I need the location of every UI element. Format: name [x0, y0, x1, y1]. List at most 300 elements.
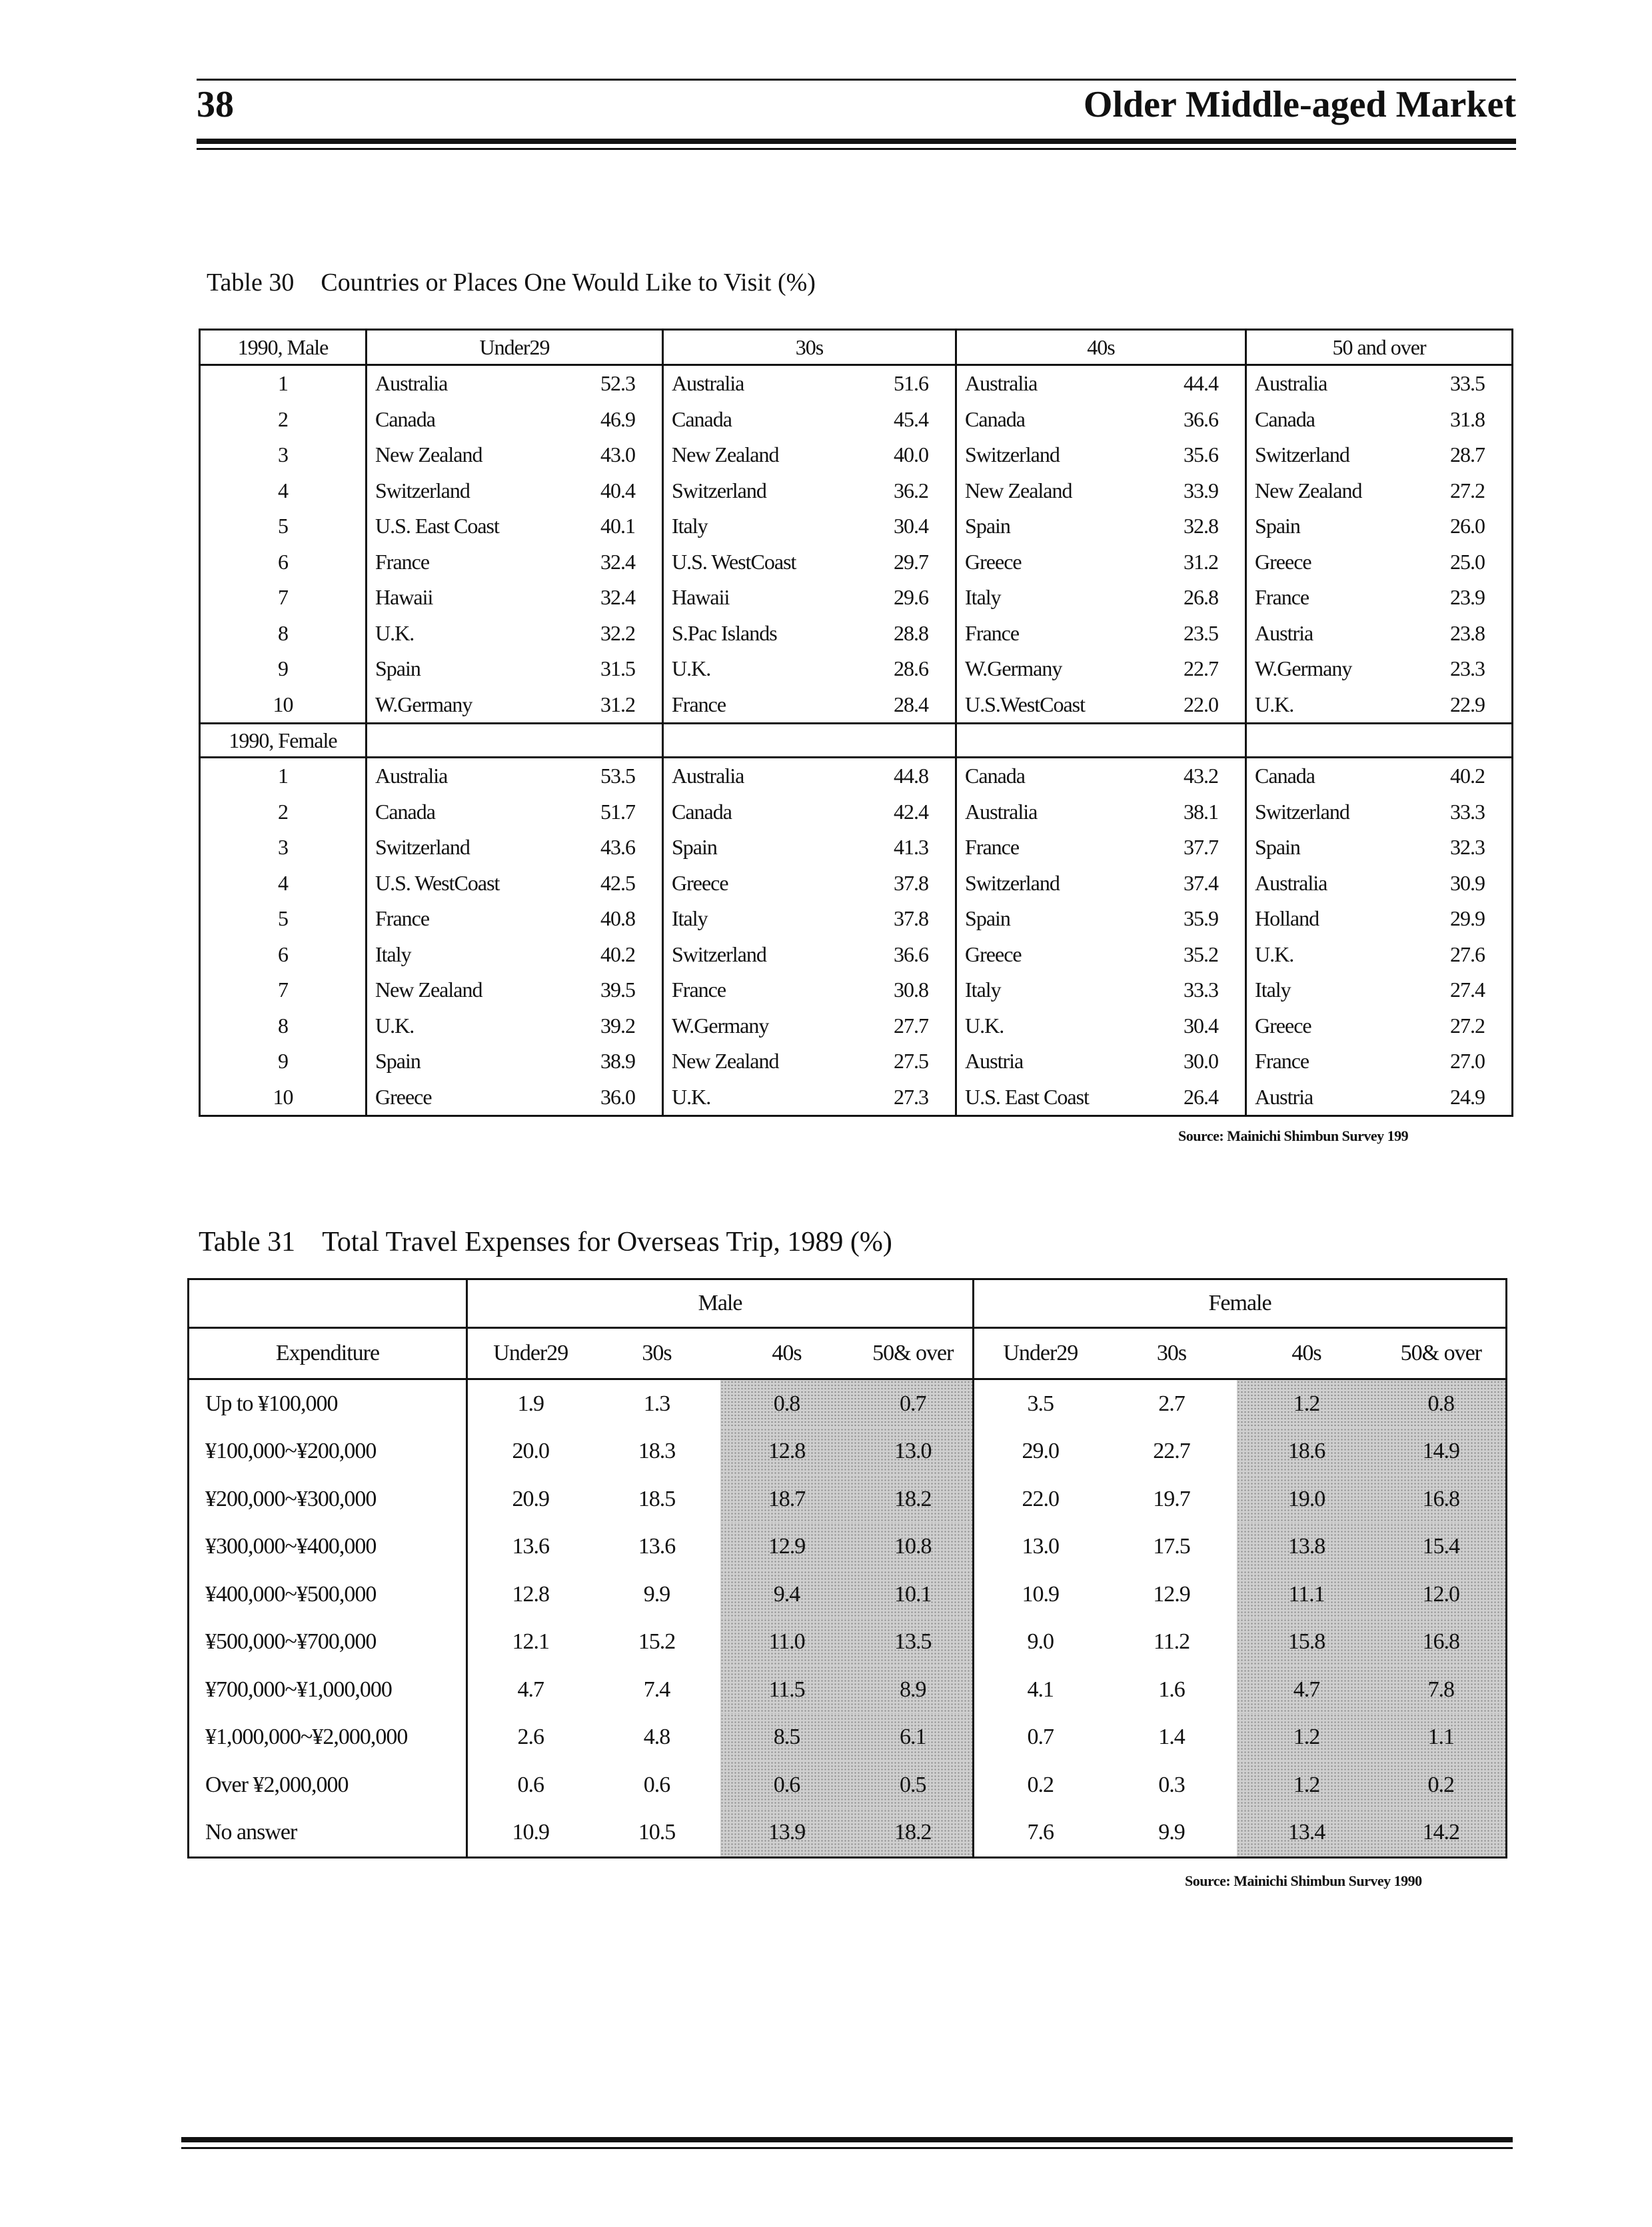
table31-row: [189, 1428, 1507, 1476]
table31-value: 18.6: [1237, 1428, 1377, 1476]
table30-value: 28.8: [850, 616, 956, 652]
table30-value: 40.4: [553, 473, 663, 509]
table30-female-section: [200, 758, 1513, 1116]
table31-value: 0.6: [517, 1772, 544, 1797]
table31-value: 7.8: [1377, 1666, 1507, 1714]
table31-value: 9.9: [1158, 1820, 1185, 1845]
table31-value: 0.3: [1158, 1772, 1185, 1797]
table30-rank: 10: [200, 687, 367, 724]
table30-label: Table 30: [207, 269, 295, 297]
table30-source: Source: Mainichi Shimbun Survey 199: [1178, 1127, 1409, 1144]
table31-column-header: 50& over: [1377, 1328, 1507, 1379]
table30-country: New Zealand: [375, 978, 482, 1002]
table30-row: [200, 473, 1513, 509]
table31-row: [189, 1379, 1507, 1428]
table31-value: 11.2: [1153, 1629, 1190, 1655]
table30-country: Greece: [375, 1084, 432, 1109]
table30-value: 42.5: [553, 866, 663, 902]
table31-row-header: Expenditure: [189, 1328, 467, 1379]
table30-country: Spain: [375, 656, 420, 681]
table31-value: 0.2: [1027, 1772, 1054, 1797]
table31-row-label: ¥100,000~¥200,000: [189, 1428, 467, 1476]
table30-value: 39.5: [553, 972, 663, 1008]
table30-country: U.S.WestCoast: [965, 692, 1085, 716]
table30-value: 40.8: [553, 901, 663, 937]
table30-rank: 1: [200, 365, 367, 402]
table30-country: W.Germany: [965, 656, 1062, 681]
table30-value: 32.4: [553, 544, 663, 580]
table30-country: Austria: [965, 1049, 1024, 1074]
table31-value: 18.3: [638, 1439, 676, 1464]
table31-value: 0.7: [854, 1379, 974, 1428]
table30-country: Switzerland: [965, 870, 1060, 895]
table31-value: 13.5: [854, 1619, 974, 1667]
table31-value: 1.2: [1237, 1379, 1377, 1428]
table30-value: 52.3: [553, 365, 663, 402]
table30-value: 27.5: [850, 1044, 956, 1080]
table30-country: France: [1255, 1049, 1309, 1074]
table30-country: Hawaii: [672, 585, 730, 610]
table31-value: 10.1: [854, 1571, 974, 1619]
table30-value: 26.8: [1143, 580, 1246, 616]
table30-country: U.S. East Coast: [965, 1084, 1089, 1109]
table31-value: 11.0: [720, 1619, 854, 1667]
table31-value: 6.1: [854, 1714, 974, 1762]
table31-value: 2.7: [1158, 1391, 1185, 1416]
table30-country: Greece: [965, 549, 1022, 574]
table30-country: Switzerland: [672, 942, 766, 966]
table30-row: [200, 901, 1513, 937]
table30-value: 30.9: [1450, 870, 1485, 895]
table30-row: [200, 794, 1513, 830]
table30-value: 42.4: [850, 794, 956, 830]
table31-value: 0.6: [643, 1772, 670, 1797]
table30-value: 33.3: [1450, 799, 1485, 824]
table31-row-label: Up to ¥100,000: [189, 1379, 467, 1428]
table30-country: Switzerland: [965, 442, 1060, 467]
table30-rank: 8: [200, 1008, 367, 1044]
table31-value: 20.9: [512, 1486, 549, 1511]
top-rule-thin: [197, 79, 1516, 81]
table31-value: 22.0: [1022, 1486, 1060, 1511]
table31-row-label: ¥1,000,000~¥2,000,000: [189, 1714, 467, 1762]
table31-row: [189, 1761, 1507, 1809]
table30-row: [200, 866, 1513, 902]
table31-value: 19.0: [1237, 1475, 1377, 1523]
table31-value: 7.6: [1027, 1820, 1054, 1845]
table30-country: Italy: [965, 585, 1001, 610]
table30-country: Holland: [1255, 906, 1319, 931]
table31-row: [189, 1475, 1507, 1523]
table30-value: 30.0: [1143, 1044, 1246, 1080]
table31-value: 0.5: [854, 1761, 974, 1809]
table30-country: Greece: [1255, 549, 1311, 574]
table30-blank-cell: [956, 724, 1246, 758]
table31-row-label: Over ¥2,000,000: [189, 1761, 467, 1809]
table30-value: 22.9: [1450, 692, 1485, 716]
table31-group-header: Female: [974, 1279, 1507, 1328]
table30-value: 43.2: [1143, 758, 1246, 794]
table31-row: [189, 1666, 1507, 1714]
table31-value: 14.2: [1377, 1809, 1507, 1858]
table31-value: 15.4: [1377, 1523, 1507, 1571]
table30-rank: 7: [200, 580, 367, 616]
table30-section-row: [200, 724, 1513, 758]
header-rule-thin: [197, 148, 1516, 150]
table31-value: 13.4: [1237, 1809, 1377, 1858]
table30-country: Italy: [672, 906, 708, 931]
table30-value: 31.5: [553, 651, 663, 687]
table31-value: 12.9: [1153, 1581, 1190, 1607]
table31-group-header: Male: [467, 1279, 974, 1328]
table30-value: 36.0: [553, 1080, 663, 1116]
table31-column-header: Under29: [974, 1328, 1107, 1379]
table30-country: U.K.: [1255, 692, 1294, 716]
table30-row: [200, 616, 1513, 652]
table30-rank: 4: [200, 866, 367, 902]
table30-country: France: [672, 692, 726, 716]
table30-value: 28.7: [1450, 442, 1485, 467]
table31-value: 15.2: [638, 1629, 676, 1655]
table31-value: 13.6: [512, 1534, 549, 1559]
table30-row: [200, 937, 1513, 973]
table31-value: 8.5: [720, 1714, 854, 1762]
table31-value: 0.8: [1377, 1379, 1507, 1428]
table30-value: 30.4: [850, 508, 956, 544]
table30-row: [200, 544, 1513, 580]
table30-value: 35.9: [1143, 901, 1246, 937]
table30-value: 53.5: [553, 758, 663, 794]
table30-country: Greece: [965, 942, 1022, 966]
table30-row: [200, 758, 1513, 794]
table31-row-label: ¥400,000~¥500,000: [189, 1571, 467, 1619]
table30-country: New Zealand: [672, 442, 779, 467]
table30-rank: 5: [200, 901, 367, 937]
table30-rank: 3: [200, 830, 367, 866]
table31-value: 9.0: [1027, 1629, 1054, 1655]
table30-value: 36.6: [1143, 402, 1246, 438]
table31-value: 13.9: [720, 1809, 854, 1858]
table30-value: 51.7: [553, 794, 663, 830]
table30-value: 44.4: [1143, 365, 1246, 402]
table31-value: 8.9: [854, 1666, 974, 1714]
table30-country: Australia: [375, 371, 448, 396]
table30-country: Canada: [1255, 406, 1315, 431]
table30-country: France: [375, 906, 430, 931]
table31-value: 16.8: [1377, 1619, 1507, 1667]
table30-blank-cell: [663, 724, 956, 758]
table30-section-label: 1990, Female: [200, 724, 367, 758]
table30-value: 36.6: [850, 937, 956, 973]
table30-row: [200, 437, 1513, 473]
table31-column-header: 30s: [594, 1328, 720, 1379]
table30-value: 30.4: [1143, 1008, 1246, 1044]
table31-row: [189, 1619, 1507, 1667]
table30-value: 27.3: [850, 1080, 956, 1116]
table30-group-header: Under29: [367, 330, 663, 365]
table31-row: [189, 1571, 1507, 1619]
table30-value: 35.2: [1143, 937, 1246, 973]
table30-country: U.K.: [672, 1084, 711, 1109]
table30-country: Greece: [1255, 1013, 1311, 1038]
table30-rank: 3: [200, 437, 367, 473]
table30-rank: 8: [200, 616, 367, 652]
table30-country: Australia: [672, 371, 744, 396]
page-header: [197, 83, 1516, 137]
table31-row: [189, 1714, 1507, 1762]
table31-value: 29.0: [1022, 1439, 1060, 1464]
table30-value: 44.8: [850, 758, 956, 794]
footer-rule-thick: [181, 2137, 1513, 2142]
table31-row-label: ¥200,000~¥300,000: [189, 1475, 467, 1523]
table31-column-header: 40s: [1237, 1328, 1377, 1379]
table30-country: Switzerland: [672, 478, 766, 502]
table30-country: U.K.: [1255, 942, 1294, 966]
table30-country: Canada: [1255, 764, 1315, 788]
table30-country: Australia: [965, 371, 1038, 396]
table30-country: France: [1255, 585, 1309, 610]
table30-country: Switzerland: [1255, 442, 1349, 467]
table31-value: 0.6: [720, 1761, 854, 1809]
table31-value: 11.5: [720, 1666, 854, 1714]
table30-value: 46.9: [553, 402, 663, 438]
table30-value: 32.8: [1143, 508, 1246, 544]
table30-country: New Zealand: [1255, 478, 1362, 502]
table30-country: U.K.: [375, 1013, 414, 1038]
table31-value: 1.6: [1158, 1677, 1185, 1702]
table31-group-header-row: [189, 1279, 1507, 1328]
table30-country: Canada: [965, 764, 1025, 788]
table30-value: 37.8: [850, 866, 956, 902]
table30-country: Spain: [1255, 514, 1300, 538]
table30-country: Spain: [965, 514, 1010, 538]
table30-value: 37.4: [1143, 866, 1246, 902]
table30-country: U.K.: [965, 1013, 1004, 1038]
table31-value: 16.8: [1377, 1475, 1507, 1523]
table30-country: Switzerland: [1255, 799, 1349, 824]
table31-body: [189, 1379, 1507, 1858]
table30-country: Italy: [1255, 978, 1291, 1002]
table30-country: Italy: [375, 942, 411, 966]
table31: [187, 1278, 1507, 1858]
table30-country: Canada: [375, 799, 435, 824]
table30-row: [200, 402, 1513, 438]
table30-row: [200, 830, 1513, 866]
table31-row-label: ¥700,000~¥1,000,000: [189, 1666, 467, 1714]
table30-value: 29.9: [1450, 906, 1485, 931]
table31-value: 9.9: [643, 1581, 670, 1607]
table31-value: 1.1: [1377, 1714, 1507, 1762]
table30-value: 30.8: [850, 972, 956, 1008]
table30-row: [200, 1044, 1513, 1080]
table31-value: 11.1: [1237, 1571, 1377, 1619]
table30-value: 32.4: [553, 580, 663, 616]
table30-country: U.S. WestCoast: [672, 549, 796, 574]
table31-column-header: 50& over: [854, 1328, 974, 1379]
table30-value: 40.0: [850, 437, 956, 473]
table30-value: 32.3: [1450, 835, 1485, 860]
table30-value: 36.2: [850, 473, 956, 509]
table31-value: 12.1: [512, 1629, 549, 1655]
table31-value: 18.2: [854, 1809, 974, 1858]
table30-row: [200, 365, 1513, 402]
table30-group-header: 50 and over: [1246, 330, 1513, 365]
table30-country: Australia: [1255, 870, 1327, 895]
table30-value: 51.6: [850, 365, 956, 402]
table30-country: W.Germany: [672, 1013, 769, 1038]
table30-value: 37.7: [1143, 830, 1246, 866]
table31-value: 4.7: [517, 1677, 544, 1702]
table30-value: 26.0: [1450, 514, 1485, 538]
table30-country: U.K.: [672, 656, 711, 681]
table30-country: W.Germany: [1255, 656, 1352, 681]
table31-value: 12.0: [1377, 1571, 1507, 1619]
table30-country: Canada: [672, 406, 732, 431]
header-rule-thick: [197, 139, 1516, 144]
table31-column-header: Under29: [467, 1328, 594, 1379]
table30-country: Canada: [965, 406, 1025, 431]
table30-rank: 1: [200, 758, 367, 794]
table31-value: 1.2: [1237, 1714, 1377, 1762]
table30-value: 38.1: [1143, 794, 1246, 830]
table30-value: 31.8: [1450, 406, 1485, 431]
table31-value: 4.7: [1237, 1666, 1377, 1714]
table31-value: 14.9: [1377, 1428, 1507, 1476]
table30-country: Spain: [1255, 835, 1300, 860]
table30-section-label: 1990, Male: [200, 330, 367, 365]
table30-country: Spain: [672, 835, 717, 860]
table30-country: France: [375, 549, 430, 574]
table30-value: 43.6: [553, 830, 663, 866]
table30-value: 23.3: [1450, 656, 1485, 681]
table31-value: 18.7: [720, 1475, 854, 1523]
table30-value: 35.6: [1143, 437, 1246, 473]
table30-country: Hawaii: [375, 585, 433, 610]
table31-value: 10.9: [512, 1820, 549, 1845]
table31-value: 7.4: [643, 1677, 670, 1702]
table31-value: 3.5: [1027, 1391, 1054, 1416]
table30-value: 40.2: [1450, 764, 1485, 788]
table30-country: U.S. WestCoast: [375, 870, 500, 895]
table31-column-header: 30s: [1107, 1328, 1237, 1379]
table30-value: 27.2: [1450, 478, 1485, 502]
table30-country: Australia: [1255, 371, 1327, 396]
running-title: Older Middle-aged Market: [1083, 84, 1516, 125]
footer-rule-thin: [181, 2147, 1513, 2149]
table31-value: 15.8: [1237, 1619, 1377, 1667]
table30-value: 29.6: [850, 580, 956, 616]
table30-country: Spain: [375, 1049, 420, 1074]
page-number: 38: [197, 84, 234, 125]
table30-value: 27.6: [1450, 942, 1485, 966]
table30-value: 28.4: [850, 687, 956, 724]
table30-rank: 9: [200, 651, 367, 687]
table30-country: Switzerland: [375, 478, 470, 502]
table30-country: Canada: [672, 799, 732, 824]
table31-value: 12.8: [512, 1581, 549, 1607]
table30-country: Australia: [672, 764, 744, 788]
table30-row: [200, 687, 1513, 724]
table30-value: 31.2: [1143, 544, 1246, 580]
table31-row-label: ¥300,000~¥400,000: [189, 1523, 467, 1571]
table30-value: 38.9: [553, 1044, 663, 1080]
table30-value: 45.4: [850, 402, 956, 438]
table30-caption: [207, 268, 816, 297]
table30-value: 24.9: [1450, 1084, 1485, 1109]
table31-row-label: No answer: [189, 1809, 467, 1858]
table30-value: 25.0: [1450, 549, 1485, 574]
table30-rank: 7: [200, 972, 367, 1008]
table30-value: 29.7: [850, 544, 956, 580]
table31-column-header-row: [189, 1328, 1507, 1379]
table30-country: Italy: [672, 514, 708, 538]
table31-value: 1.4: [1158, 1725, 1185, 1750]
table30-value: 27.2: [1450, 1013, 1485, 1038]
table30-country: New Zealand: [965, 478, 1072, 502]
table31-value: 0.8: [720, 1379, 854, 1428]
table31-value: 0.7: [1027, 1725, 1054, 1750]
table31-value: 10.8: [854, 1523, 974, 1571]
table30-male-section: [200, 365, 1513, 724]
table31-value: 4.8: [643, 1725, 670, 1750]
table30-value: 23.5: [1143, 616, 1246, 652]
table30-value: 37.8: [850, 901, 956, 937]
table31-value: 13.6: [638, 1534, 676, 1559]
table31-row: [189, 1809, 1507, 1858]
table30-row: [200, 972, 1513, 1008]
table30-value: 33.5: [1450, 371, 1485, 396]
table30-value: 33.9: [1143, 473, 1246, 509]
table30-rank: 5: [200, 508, 367, 544]
table30-country: Austria: [1255, 620, 1313, 645]
table30: [199, 329, 1513, 1117]
table30-value: 28.6: [850, 651, 956, 687]
table31-value: 17.5: [1153, 1534, 1190, 1559]
table30-blank-cell: [1246, 724, 1513, 758]
table31-value: 12.8: [720, 1428, 854, 1476]
table30-country: Canada: [375, 406, 435, 431]
table30-rank: 2: [200, 402, 367, 438]
table31-value: 10.9: [1022, 1581, 1060, 1607]
table30-value: 22.0: [1143, 687, 1246, 724]
table30-value: 43.0: [553, 437, 663, 473]
table30-group-header: 30s: [663, 330, 956, 365]
table31-value: 19.7: [1153, 1486, 1190, 1511]
table31-corner-cell: [189, 1279, 467, 1328]
table30-group-header: 40s: [956, 330, 1246, 365]
table30-rank: 2: [200, 794, 367, 830]
table31-value: 20.0: [512, 1439, 549, 1464]
table30-country: W.Germany: [375, 692, 472, 716]
table30-value: 22.7: [1143, 651, 1246, 687]
table31-row-label: ¥500,000~¥700,000: [189, 1619, 467, 1667]
table30-blank-cell: [367, 724, 663, 758]
table30-value: 23.9: [1450, 585, 1485, 610]
table31-value: 4.1: [1027, 1677, 1054, 1702]
table31-title: Total Travel Expenses for Overseas Trip, 1989 (%): [322, 1227, 892, 1257]
table30-value: 23.8: [1450, 620, 1485, 645]
table30-value: 31.2: [553, 687, 663, 724]
table30-row: [200, 1080, 1513, 1116]
table30-row: [200, 1008, 1513, 1044]
table30-country: Spain: [965, 906, 1010, 931]
table30-row: [200, 580, 1513, 616]
table30-value: 32.2: [553, 616, 663, 652]
table30-rank: 4: [200, 473, 367, 509]
table30-row: [200, 651, 1513, 687]
table30-rank: 10: [200, 1080, 367, 1116]
table30-country: Italy: [965, 978, 1001, 1002]
